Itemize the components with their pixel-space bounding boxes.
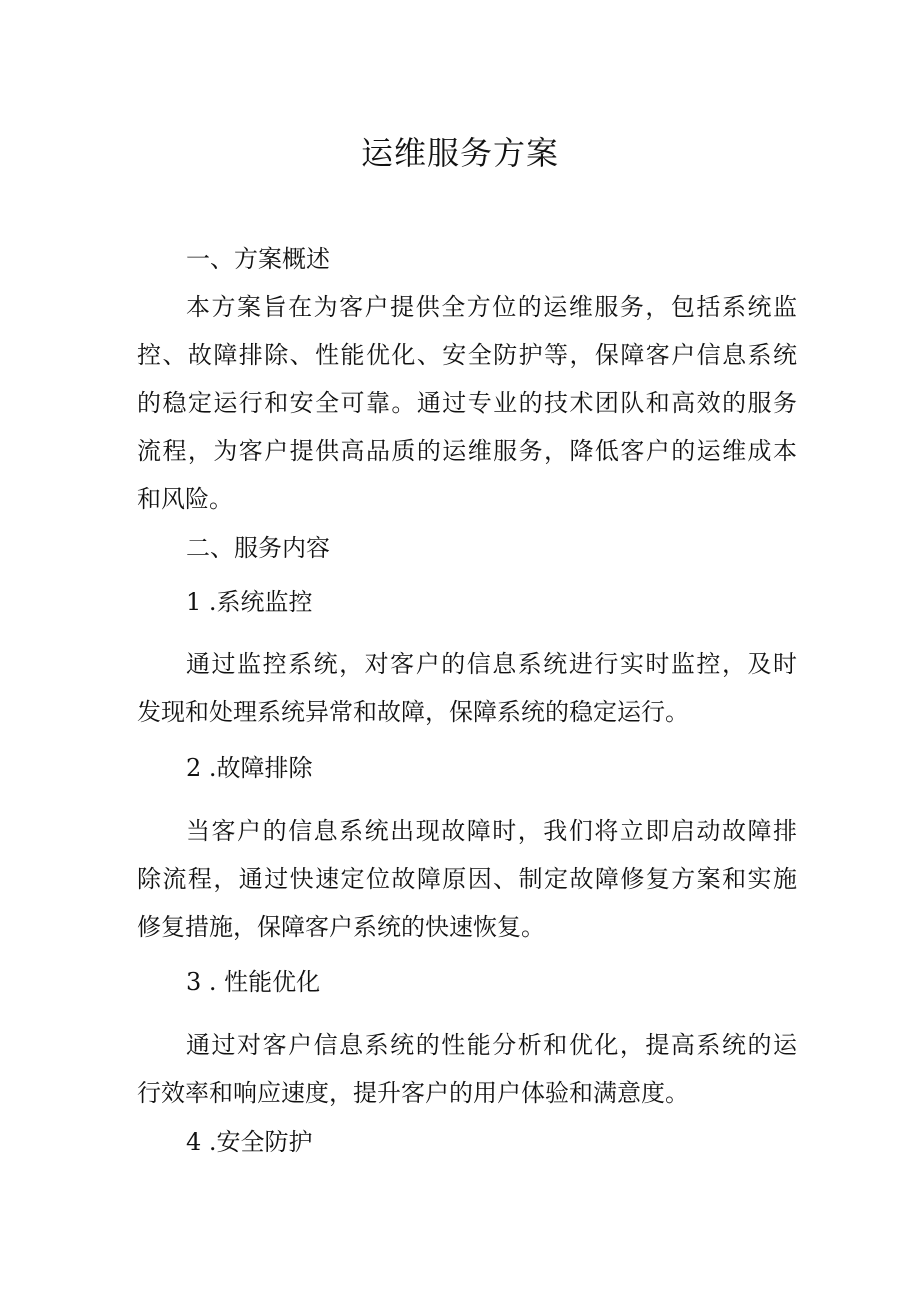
overview-paragraph-line: 和风险。	[137, 485, 233, 513]
service-item-text-line: 通过监控系统，对客户的信息系统进行实时监控，及时	[186, 650, 797, 678]
service-item-text-line: 通过对客户信息系统的性能分析和优化，提高系统的运	[186, 1031, 797, 1059]
service-item-heading: 1 .系统监控	[186, 588, 313, 616]
service-item-text-line: 发现和处理系统异常和故障，保障系统的稳定运行。	[137, 698, 689, 726]
service-item-heading: 3 . 性能优化	[186, 968, 321, 996]
section-heading-services: 二、服务内容	[186, 534, 330, 562]
service-item-text-line: 当客户的信息系统出现故障时，我们将立即启动故障排	[186, 817, 797, 845]
overview-paragraph-line: 本方案旨在为客户提供全方位的运维服务，包括系统监	[186, 293, 797, 321]
document-title: 运维服务方案	[360, 134, 559, 172]
service-item-text-line: 行效率和响应速度，提升客户的用户体验和满意度。	[137, 1079, 689, 1107]
service-item-heading: 2 .故障排除	[186, 754, 313, 782]
overview-paragraph-line: 的稳定运行和安全可靠。通过专业的技术团队和高效的服务	[137, 389, 797, 417]
overview-paragraph-line: 控、故障排除、性能优化、安全防护等，保障客户信息系统	[137, 341, 797, 369]
overview-paragraph-line: 流程，为客户提供高品质的运维服务，降低客户的运维成本	[137, 437, 797, 465]
service-item-heading: 4 .安全防护	[186, 1128, 313, 1156]
service-item-text-line: 除流程，通过快速定位故障原因、制定故障修复方案和实施	[137, 865, 797, 893]
service-item-text-line: 修复措施，保障客户系统的快速恢复。	[137, 913, 545, 941]
section-heading-overview: 一、方案概述	[186, 245, 330, 273]
